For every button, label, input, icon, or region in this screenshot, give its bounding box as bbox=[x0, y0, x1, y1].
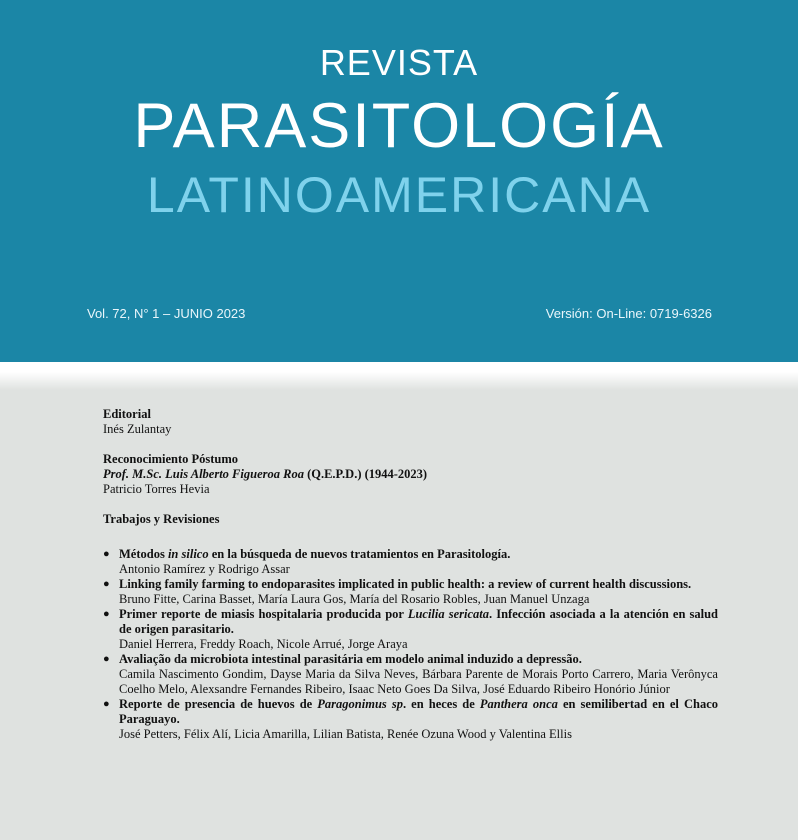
trabajos-title: Trabajos y Revisiones bbox=[103, 512, 220, 526]
article-title-text: . Infección asociada a la atención en salud de origen parasitario. bbox=[119, 607, 718, 636]
editorial-author: Inés Zulantay bbox=[103, 422, 172, 436]
article-title-italic: in silico bbox=[167, 547, 209, 561]
article-authors: Camila Nascimento Gondim, Dayse Maria da Silva Neves, Bárbara Parente de Morais Porto Carrero, Maria Verônyca Coelho Melo, Alexsandre Fernandes Ribeiro, Isaac Neto Goes Da Silva, José Eduardo Ribeiro Honório Júnior bbox=[119, 667, 718, 696]
article-title-italic: Lucilia sericata bbox=[407, 607, 489, 621]
table-of-contents bbox=[0, 390, 798, 840]
bullet-icon: ● bbox=[103, 608, 110, 620]
article-title-text: en la búsqueda de nuevos tratamientos en Parasitología. bbox=[208, 547, 511, 561]
article-title-text: . en heces de bbox=[402, 697, 480, 711]
version-info: Versión: On-Line: 0719-6326 bbox=[545, 306, 712, 321]
article-item bbox=[103, 547, 718, 577]
article-title-text: Linking family farming to endoparasites implicated in public health: a review of current health discussions. bbox=[119, 577, 692, 591]
article-authors: Antonio Ramírez y Rodrigo Assar bbox=[119, 562, 290, 576]
article-title-text: en semilibertad en el Chaco Paraguayo. bbox=[119, 697, 718, 726]
article-title[interactable] bbox=[119, 697, 718, 727]
article-title-text: Primer reporte de miasis hospitalaria producida por bbox=[119, 607, 408, 621]
honoree-name: Prof. M.Sc. Luis Alberto Figueroa Roa bbox=[103, 467, 304, 481]
header-divider bbox=[0, 362, 798, 372]
article-item bbox=[103, 577, 718, 607]
bullet-icon: ● bbox=[103, 698, 110, 710]
article-title[interactable] bbox=[119, 577, 718, 592]
trabajos-section bbox=[103, 512, 718, 742]
journal-header bbox=[0, 0, 798, 362]
article-authors: Bruno Fitte, Carina Basset, María Laura Gos, María del Rosario Robles, Juan Manuel Unzaga bbox=[119, 592, 590, 606]
editorial-section bbox=[103, 407, 718, 437]
article-title-italic: Paragonimus sp bbox=[317, 697, 403, 711]
bullet-icon: ● bbox=[103, 653, 110, 665]
masthead-latinoamericana: LATINOAMERICANA bbox=[146, 167, 652, 223]
editorial-title: Editorial bbox=[103, 407, 151, 421]
bullet-icon: ● bbox=[103, 548, 110, 560]
article-list bbox=[103, 547, 718, 742]
masthead-revista: REVISTA bbox=[319, 42, 479, 83]
masthead-parasitologia: PARASITOLOGÍA bbox=[133, 91, 665, 161]
honoree-dates: (Q.E.P.D.) (1944-2023) bbox=[303, 467, 428, 481]
article-item bbox=[103, 697, 718, 742]
article-item bbox=[103, 607, 718, 652]
bullet-icon: ● bbox=[103, 578, 110, 590]
article-title[interactable] bbox=[119, 547, 718, 562]
article-authors: Daniel Herrera, Freddy Roach, Nicole Arrué, Jorge Araya bbox=[119, 637, 408, 651]
article-item bbox=[103, 652, 718, 697]
reconocimiento-author: Patricio Torres Hevia bbox=[103, 482, 210, 496]
article-title-text: Reporte de presencia de huevos de bbox=[119, 697, 318, 711]
reconocimiento-title: Reconocimiento Póstumo bbox=[103, 452, 239, 466]
article-authors: José Petters, Félix Alí, Licia Amarilla, Lilian Batista, Renée Ozuna Wood y Valentina Ellis bbox=[119, 727, 572, 741]
article-title[interactable] bbox=[119, 607, 718, 637]
reconocimiento-section bbox=[103, 452, 718, 497]
volume-info: Vol. 72, N° 1 – JUNIO 2023 bbox=[87, 306, 246, 321]
content-fade bbox=[0, 372, 798, 390]
article-title-italic: Panthera onca bbox=[479, 697, 558, 711]
article-title-text: Métodos bbox=[119, 547, 168, 561]
honoree-line bbox=[103, 467, 718, 482]
article-title[interactable] bbox=[119, 652, 718, 667]
article-title-text: Avaliação da microbiota intestinal parasitária em modelo animal induzido a depressão. bbox=[119, 652, 582, 666]
